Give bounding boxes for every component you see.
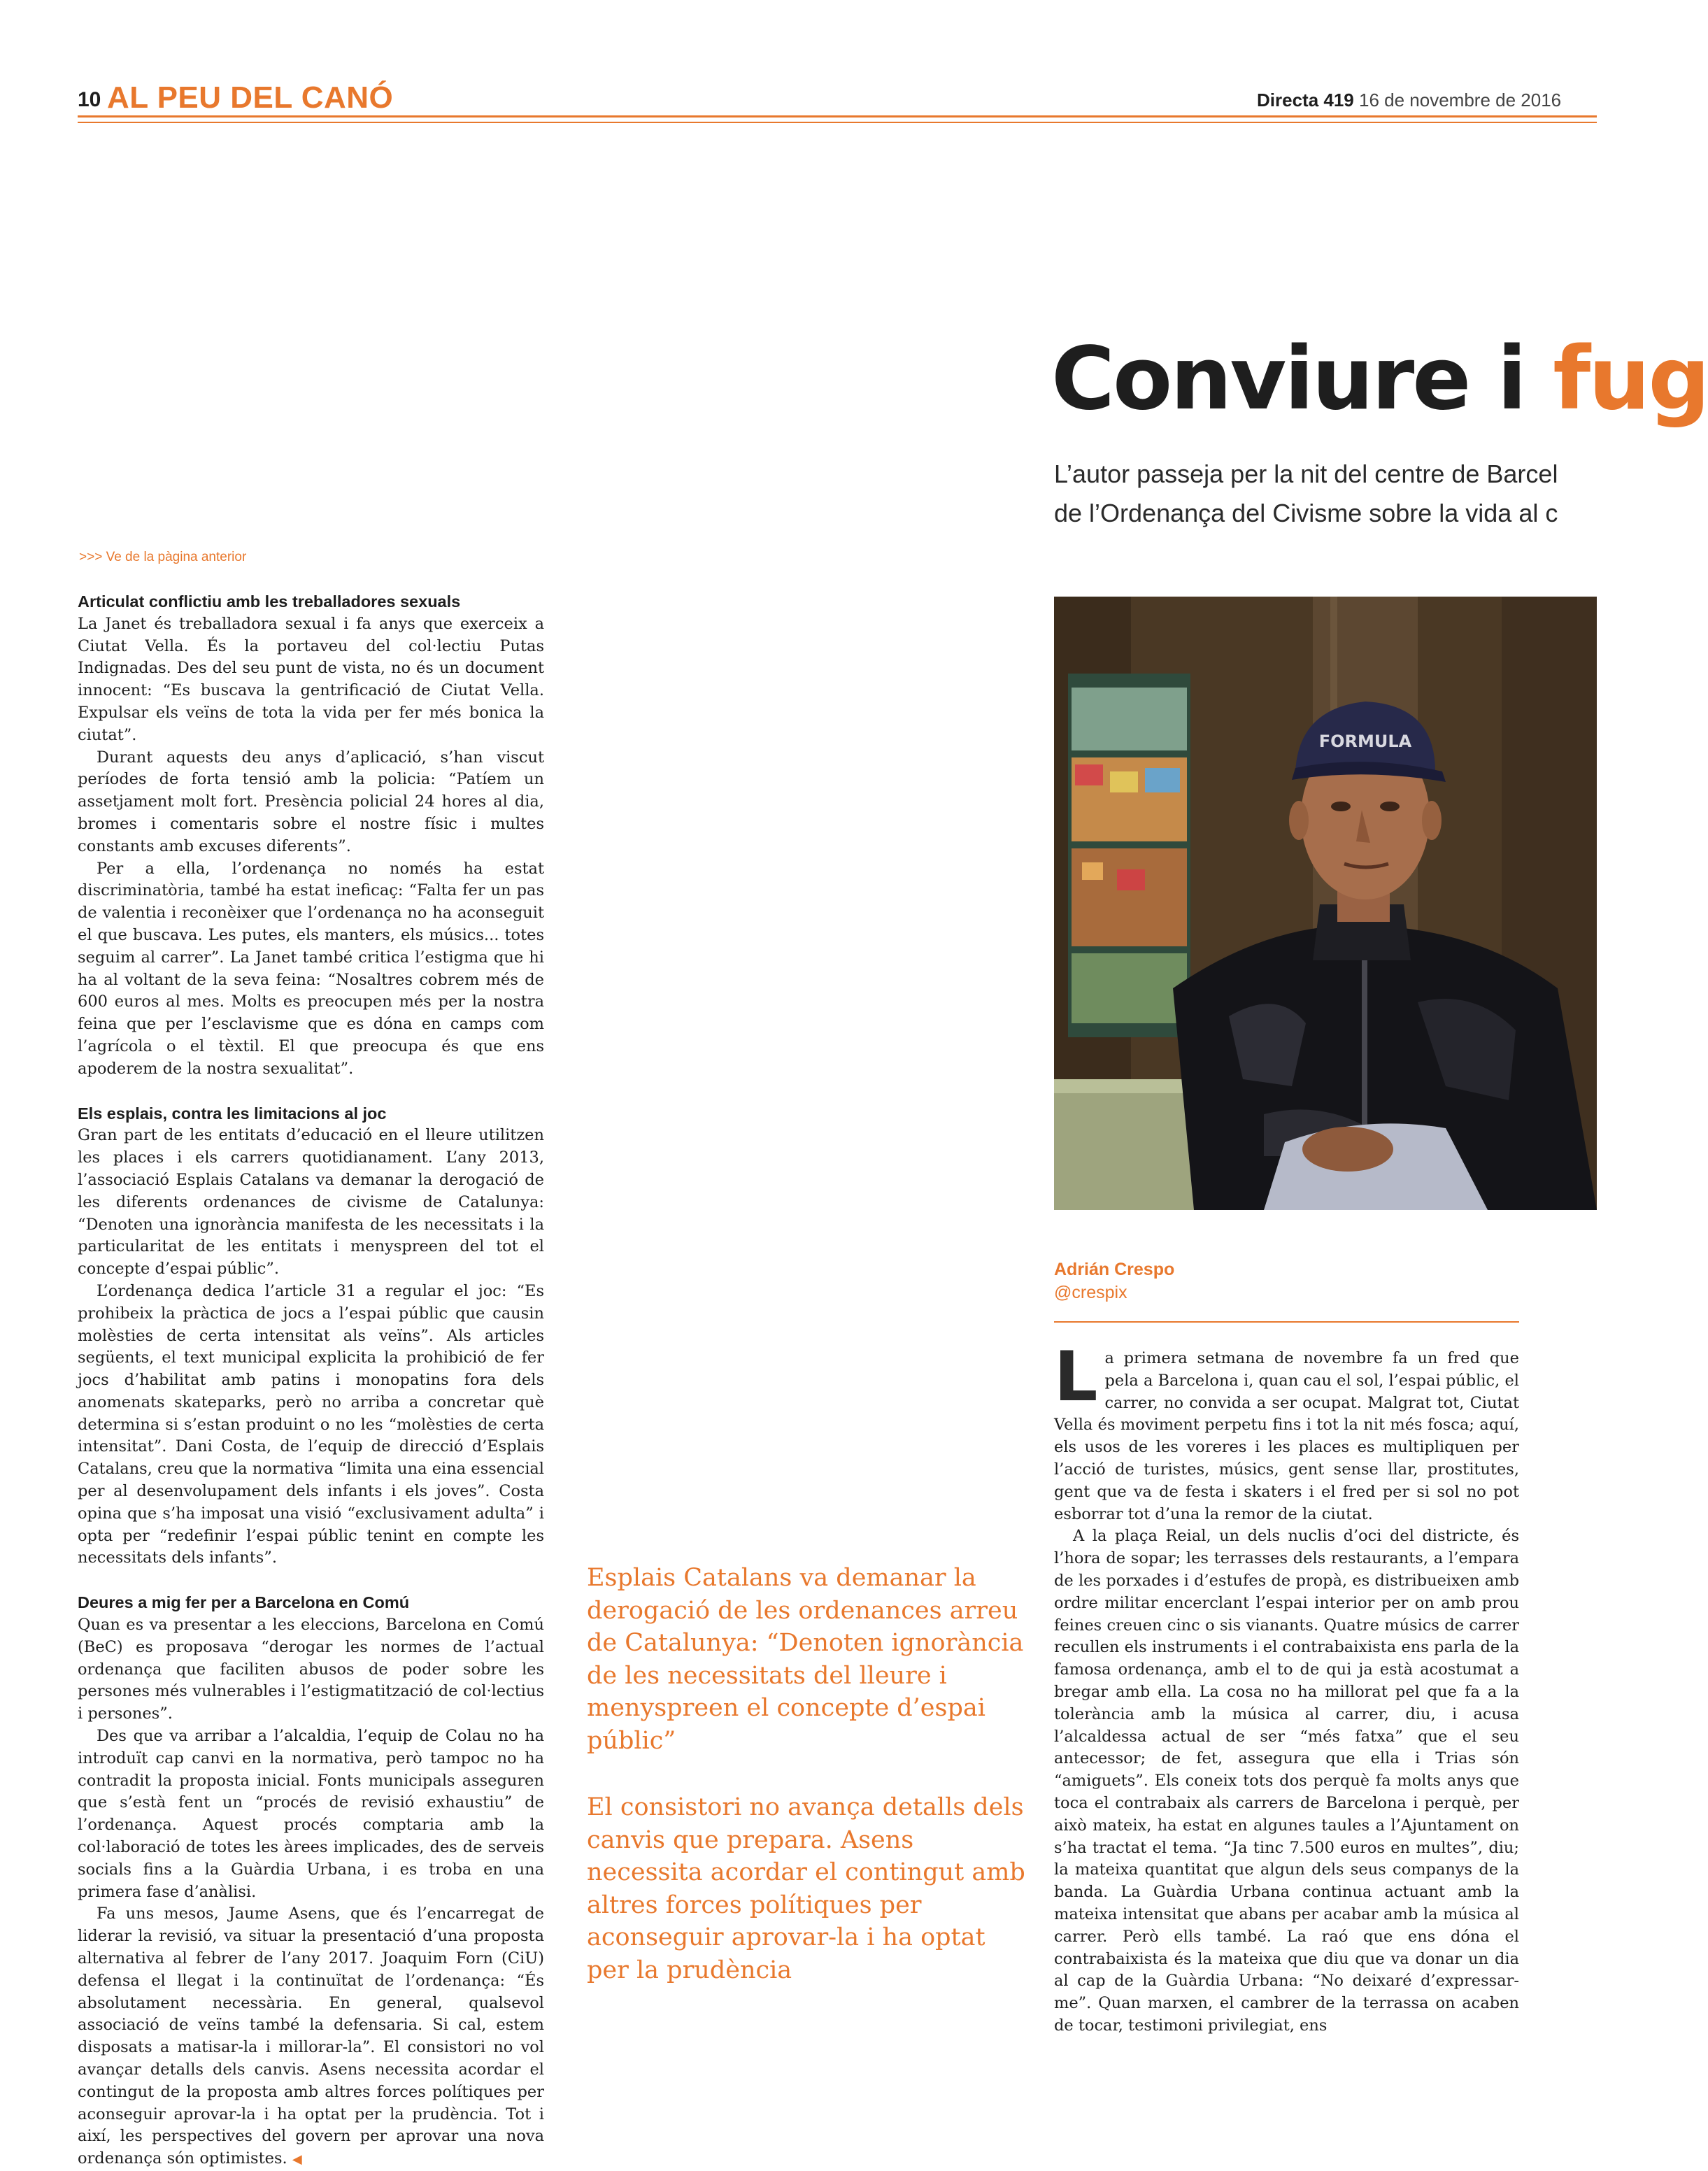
body-paragraph: La Janet és treballadora sexual i fa anys que exerceix a Ciutat Vella. És la portaveu del col·lectiu Putas Indignadas. Des del seu punt de vista, no és un document innocent: “Es buscava la gentrificació de Ciutat Vella. Expulsar els veïns de tota la vida per fer més bonica la ciutat”. xyxy=(78,614,544,744)
body-paragraph: Quan es va presentar a les eleccions, Barcelona en Comú (BeC) es proposava “derogar les normes de l’actual ordenança que faciliten abusos de poder sobre les persones més vulnerables i l’estigmatització de col·lectius i persones”. xyxy=(78,1616,544,1723)
portrait-illustration xyxy=(1054,597,1597,1210)
left-article-column xyxy=(78,591,544,2171)
drop-cap: L xyxy=(1054,1337,1098,1417)
subheading-esplais: Els esplais, contra les limitacions al joc xyxy=(78,1104,387,1123)
author-handle[interactable]: @crespix xyxy=(1054,1283,1127,1302)
cap-text: FORMULA xyxy=(1318,732,1412,751)
body-paragraph: A la plaça Reial, un dels nuclis d’oci del districte, és l’hora de sopar; les terrasses dels restaurants, a l’empara de les porxades i d’estufes de propà, es distribueixen amb ordre militar encerclant l’espai interior per on amb prou feines creuen cinc o sis vianants. Quatre músics de carrer recullen els instruments i el contrabaixista ens parla de la famosa ordenança, amb el to de qui ja està acostumat a bregar amb ella. La cosa no ha millorat pel que fa a la tolerància amb la música al carrer, diu, i acusa l’alcaldessa actual de ser “més fatxa” que el seu antecessor; de fet, assegura que ella i Trias són “amiguets”. Els coneix tots dos perquè fa molts anys que toca el contrabaix als carrers de Barcelona i perquè, per això mateix, ha estat en algunes taules a l’Ajuntament on s’ha tractat el tema. “Ja tinc 7.500 euros en multes”, diu; la mateixa quantitat que algun dels seus companys de la banda. La Guàrdia Urbana continua actuant amb la mateixa intensitat que abans per acabar amb la música al carrer. Però ells també. La raó que ens dóna el contrabaixista és la mateixa que diu que va donar un dia al cap de la Guàrdia Urbana: “No deixaré d’expressar-me”. Quan marxen, el cambrer de la terrassa on acaben de tocar, testimoni privilegiat, ens xyxy=(1054,1527,1519,2035)
issue-date: 16 de novembre de 2016 xyxy=(1359,90,1562,111)
subtitle-line-2: de l’Ordenança del Civisme sobre la vida al c xyxy=(1054,499,1558,527)
section-title: AL PEU DEL CANÓ xyxy=(107,80,394,115)
main-article-column xyxy=(1054,1337,1519,2037)
article-subtitle xyxy=(1054,455,1614,533)
subtitle-line-1: L’autor passeja per la nit del centre de Barcel xyxy=(1054,460,1558,488)
page-number: 10 xyxy=(78,88,101,111)
body-paragraph-final xyxy=(78,1903,544,2171)
body-paragraph: Per a ella, l’ordenança no només ha estat discriminatòria, també ha estat ineficaç: “Falta fer un pas de valentia i reconèixer que l’ordenança no ha aconseguit el que buscava. Les putes, els manters, els músics... totes seguim al carrer”. La Janet també critica l’estigma que hi ha al voltant de la seva feina: “Nosaltres cobrem més de 600 euros al mes. Molts es preocupen més per la nostra feina que per l’esclavisme que es dóna en camps com l’agrícola o el tèxtil. El que preocupa és que ens apoderem de la nostra sexualitat”. xyxy=(78,859,544,1078)
pull-quote-esplais: Esplais Catalans va demanar la derogació de les ordenances arreu de Catalunya: “Denoten ignorància de les necessitats del lleure i menyspreen el concepte d’espai públic” xyxy=(587,1564,1024,1755)
publication-name: Directa 419 xyxy=(1257,90,1354,111)
headline-part-orange: fug xyxy=(1553,329,1708,429)
body-paragraph: Durant aquests deu anys d’aplicació, s’han viscut períodes de forta tensió amb la policia: “Patíem un assetjament molt fort. Presència policial 24 hores al dia, bromes i comentaris sobre el nostre físic i multes constants amb excuses diferents”. xyxy=(78,748,544,855)
byline-rule xyxy=(1054,1321,1519,1323)
lead-paragraph-text: a primera setmana de novembre fa un fred que pela a Barcelona i, quan cau el sol, l’espai públic, el carrer, no convida a ser ocupat. Malgrat tot, Ciutat Vella és moviment perpetu fins i tot la nit més fosca; aquí, els usos de les voreres i les places es multipliquen per l’acció de turistes, músics, gent sense llar, prostitutes, gent que va de festa i skaters i el fred per si sol no pot esborrar tot d’una la remor de la ciutat. xyxy=(1054,1349,1519,1523)
header-rule xyxy=(78,115,1597,118)
article-photo xyxy=(1054,597,1597,1210)
body-paragraph: Des que va arribar a l’alcaldia, l’equip de Colau no ha introduït cap canvi en la normativa, però tampoc no ha contradit la proposta inicial. Fonts municipals asseguren que s’està fent un “procés de revisió exhaustiu” de l’ordenança. Aquest procés comptaria amb la col·laboració de totes les àrees implicades, des de serveis socials fins a la Guàrdia Urbana, i es troba en una primera fase d’anàlisi. xyxy=(78,1727,544,1901)
final-paragraph-text: Fa uns mesos, Jaume Asens, que és l’encarregat de liderar la revisió, va situar la presentació d’una proposta alternativa al febrer de l’any 2017. Joaquim Forn (CiU) defensa el llegat i la continuïtat de l’ordenança: “És absolutament necessària. En general, qualsevol associació de veïns també la defensaria. Si cal, estem disposats a matisar-la i millorar-la”. El consistori no vol avançar detalls dels canvis. Asens necessita acordar el contingut de la proposta amb altres forces polítiques per aconseguir aprovar-la i ha optat per la prudència. Tot i així, les perspectives del govern per aprovar una nova ordenança són optimistes. xyxy=(78,1905,544,2168)
author-name: Adrián Crespo xyxy=(1054,1260,1175,1279)
headline-part-dark: Conviure i xyxy=(1051,329,1553,429)
issue-info xyxy=(1257,90,1561,111)
article-headline xyxy=(1051,329,1708,429)
body-paragraph: Gran part de les entitats d’educació en el lleure utilitzen les places i els carrers quotidianament. L’any 2013, l’associació Esplais Catalans va demanar la derogació de les diferents ordenances de civisme de Catalunya: “Denoten una ignorància manifesta de les necessitats i la particularitat de les entitats i menyspreen del tot el concepte d’espai públic”. xyxy=(78,1126,544,1279)
pull-quote-consistori: El consistori no avança detalls dels canvis que prepara. Asens necessita acordar el contingut amb altres forces polítiques per aconseguir aprovar-la i ha optat per la prudència xyxy=(587,1793,1025,1984)
continued-from-label: >>> Ve de la pàgina anterior xyxy=(79,550,247,564)
subheading-bec: Deures a mig fer per a Barcelona en Comú xyxy=(78,1593,410,1612)
end-of-article-icon: ◀ xyxy=(292,2152,302,2168)
header-rule-thin xyxy=(78,122,1597,123)
subheading-sex-workers: Articulat conflictiu amb les treballadores sexuals xyxy=(78,592,461,611)
lead-paragraph xyxy=(1054,1337,1519,1525)
body-paragraph: L’ordenança dedica l’article 31 a regular el joc: “Es prohibeix la pràctica de jocs a l’espai públic que causin molèsties de certa intensitat als veïns”. Als articles següents, el text municipal explicita la prohibició de fer jocs d’habilitat amb patins i monopatins fora dels anomenats skateparks, però no arriba a concretar què determina si s’estan produint o no les “molèsties de certa intensitat”. Dani Costa, de l’equip de direcció d’Esplais Catalans, creu que la normativa “limita una eina essencial per al desenvolupament dels infants i els joves”. Costa opina que s’ha imposat una visió “exclusivament adulta” i opta per “redefinir l’espai públic tenint en compte les necessitats dels infants”. xyxy=(78,1281,544,1567)
